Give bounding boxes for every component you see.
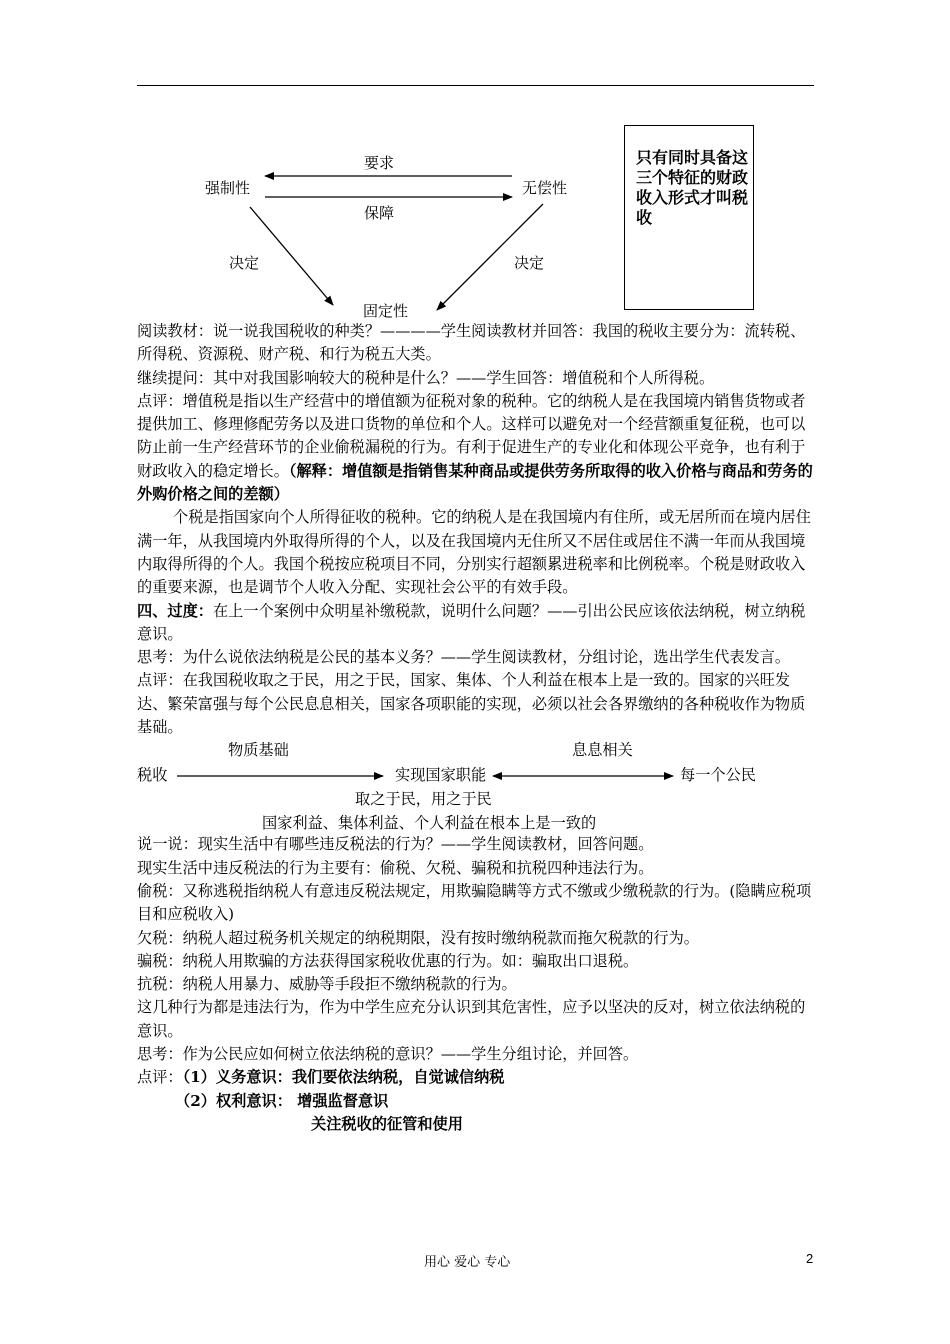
- transition-heading: 四、过度：: [137, 601, 213, 620]
- paragraph-tax-fraud: 骗税：纳税人用欺骗的方法获得国家税收优惠的行为。如：骗取出口退税。: [137, 951, 639, 970]
- transition-text: 在上一个案例中众明星补缴税款，说明什么问题？——引出公民应该依法纳税，树立纳税意识。: [137, 601, 806, 643]
- material-basis-label: 物质基础: [228, 741, 289, 760]
- focus-tax-use: 关注税收的征管和使用: [311, 1114, 463, 1133]
- interests-label: 国家利益、集体利益、个人利益在根本上是一致的: [262, 814, 597, 833]
- footer-motto: 用心 爱心 专心: [424, 1255, 511, 1270]
- rights-awareness: （2）权利意识： 增强监督意识: [175, 1091, 389, 1110]
- requires-label: 要求: [364, 154, 395, 172]
- paragraph-vat: [137, 390, 814, 506]
- paragraph-violations-list: 现实生活中违反税法的行为主要有：偷税、欠税、骗税和抗税四种违法行为。: [137, 858, 654, 877]
- coercive-label: 强制性: [205, 179, 251, 197]
- paragraph-tax-types: 阅读教材：说一说我国税收的种类？————学生阅读教材并回答：我国的税收主要分为：流转税、所得税、资源税、财产税、和行为税五大类。: [137, 322, 806, 364]
- from-people-label: 取之于民，用之于民: [355, 790, 492, 809]
- decides-right-label: 决定: [514, 254, 545, 272]
- paragraph-transition: [137, 600, 814, 647]
- page-number: 2: [806, 1251, 814, 1266]
- vat-comment: 点评：增值税是指以生产经营中的增值额为征税对象的税种。它的纳税人是在我国境内销售货物或者提供加工、修理修配劳务以及进口货物的单位和个人。这样可以避免对一个经营额重复征税，也可以防止前一生产经营环节的企业偷税漏税的行为。有利于促进生产的专业化和体现公平竞争，也有利于财政收入的稳定增长。: [137, 391, 806, 480]
- guarantees-label: 保障: [364, 204, 395, 222]
- paragraph-tax-arrears: 欠税：纳税人超过税务机关规定的纳税期限，没有按时缴纳税款而拖欠税款的行为。: [137, 928, 699, 947]
- decides-left-label: 决定: [229, 254, 260, 272]
- paragraph-duty-awareness: [137, 1066, 814, 1089]
- gratuitous-label: 无偿性: [522, 179, 568, 197]
- each-citizen-node: 每一个公民: [680, 766, 756, 785]
- paragraph-think-awareness: 思考：作为公民应如何树立依法纳税的意识？——学生分组讨论，并回答。: [137, 1045, 639, 1064]
- state-functions-node: 实现国家职能: [395, 766, 487, 785]
- paragraph-tax-evasion: 偷税：又称逃税指纳税人有意违反税法规定，用欺骗隐瞒等方式不缴或少缴税款的行为。(隐瞒应税项目和应税收入): [137, 881, 812, 924]
- fixed-label: 固定性: [363, 302, 409, 320]
- paragraph-violations-question: 说一说：现实生活中有哪些违反税法的行为？——学生阅读教材，回答问题。: [137, 835, 654, 854]
- flow-arrows: [137, 739, 814, 833]
- tax-node: 税收: [137, 766, 168, 785]
- comment-prefix: 点评：: [137, 1068, 183, 1087]
- tax-flow-diagram: [137, 739, 814, 833]
- vat-explanation: （解释：增值额是指销售某种商品或提供劳务所取得的收入价格与商品和劳务的外购价格之间的差额）: [137, 461, 813, 504]
- note-box-text: 只有同时具备这三个特征的财政收入形式才叫税收: [636, 148, 749, 227]
- closely-related-label: 息息相关: [572, 741, 633, 760]
- body-text: [137, 320, 814, 1136]
- decides-left-arrow: [250, 207, 333, 305]
- paragraph-comment: 点评：在我国税收取之于民，用之于民，国家、集体、个人利益在根本上是一致的。国家的兴旺发达、繁荣富强与每个公民息息相关，国家各项职能的实现，必须以社会各界缴纳的各种税收作为物质基础。: [137, 671, 806, 737]
- paragraph-tax-resistance: 抗税：纳税人用暴力、威胁等手段拒不缴纳税款的行为。: [137, 975, 517, 994]
- paragraph-major-taxes: 继续提问：其中对我国影响较大的税种是什么？——学生回答：增值税和个人所得税。: [137, 368, 715, 387]
- paragraph-illegal-acts: 这几种行为都是违法行为，作为中学生应充分认识到其危害性，应予以坚决的反对，树立依法纳税的意识。: [137, 998, 806, 1040]
- tax-features-diagram: [0, 0, 950, 330]
- duty-awareness: （1）义务意识：我们要依法纳税，自觉诚信纳税: [182, 1068, 505, 1087]
- paragraph-income-tax: 个税是指国家向个人所得征收的税种。它的纳税人是在我国境内有住所，或无居所而在境内居住满一年，从我国境内外取得所得的个人，以及在我国境内无住所又不居住或居住不满一年而从我国境内取得所得的个人。我国个税按应税项目不同，分别实行超额累进税率和比例税率。个税是财政收入的重要来源，也是调节个人收入分配、实现社会公平的有效手段。: [137, 508, 811, 597]
- paragraph-think: 思考：为什么说依法纳税是公民的基本义务？——学生阅读教材，分组讨论，选出学生代表发言。: [137, 648, 791, 667]
